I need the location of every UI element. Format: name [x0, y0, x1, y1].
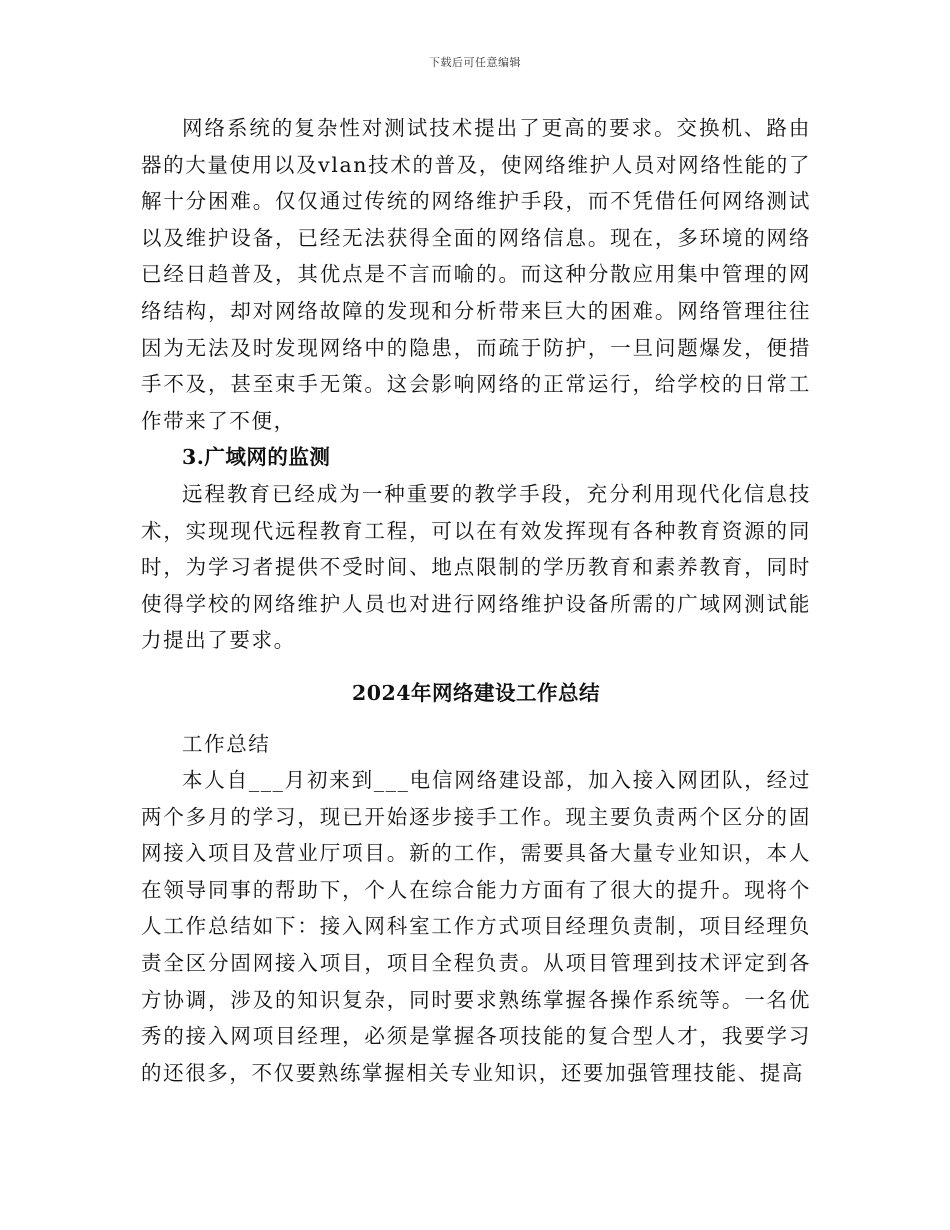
body-paragraph-work-summary: 本人自___月初来到___电信网络建设部，加入接入网团队，经过两个多月的学习，现已开始逐步接手工作。现主要负责两个区分的固网接入项目及营业厅项目。新的工作，需要具备大量专业知识，本人在领导同事的帮助下，个人在综合能力方面有了很大的提升。现将个人工作总结如下：接入网科室工作方式项目经理负责制，项目经理负责全区分固网接入项目，项目全程负责。从项目管理到技术评定到各方协调，涉及的知识复杂，同时要求熟练掌握各操作系统等。一名优秀的接入网项目经理，必须是掌握各项技能的复合型人才，我要学习的还很多，不仅要熟练掌握相关专业知识，还要加强管理技能、提高 [141, 768, 811, 1085]
document-subtitle: 工作总结 [182, 731, 271, 756]
section-heading-wan-monitoring: 3.广域网的监测 [182, 445, 331, 470]
document-title: 2024年网络建设工作总结 [351, 680, 601, 705]
body-paragraph-remote-education: 远程教育已经成为一种重要的教学手段，充分利用现代化信息技术，实现现代远程教育工程，可以在有效发挥现有各种教育资源的同时，为学习者提供不受时间、地点限制的学历教育和素养教育，同时使得学校的网络维护人员也对进行网络维护设备所需的广域网测试能力提出了要求。 [141, 481, 811, 653]
document-body [141, 110, 811, 1091]
body-paragraph-network-complexity: 网络系统的复杂性对测试技术提出了更高的要求。交换机、路由器的大量使用以及vlan技术的普及，使网络维护人员对网络性能的了解十分困难。仅仅通过传统的网络维护手段，而不凭借任何网络测试以及维护设备，已经无法获得全面的网络信息。现在，多环境的网络已经日趋普及，其优点是不言而喻的。而这种分散应用集中管理的网络结构，却对网络故障的发现和分析带来巨大的困难。网络管理往往因为无法及时发现网络中的隐患，而疏于防护，一旦问题爆发，便措手不及，甚至束手无策。这会影响网络的正常运行，给学校的日常工作带来了不便， [141, 116, 811, 433]
page-header-note: 下载后可任意编辑 [429, 56, 521, 69]
